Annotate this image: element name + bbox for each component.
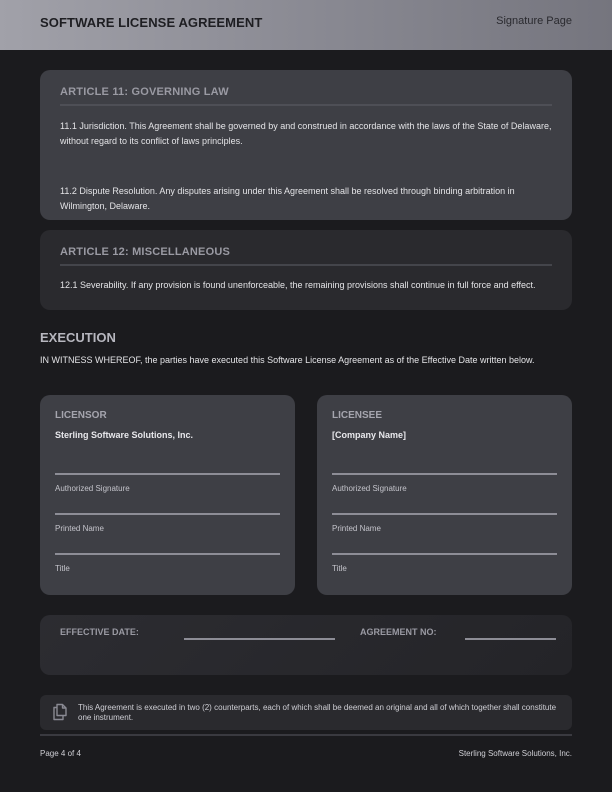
licensor-signature-block bbox=[40, 395, 295, 595]
counterparts-note bbox=[40, 695, 572, 730]
authorized-signature-line[interactable] bbox=[332, 473, 557, 475]
printed-name-line[interactable] bbox=[332, 513, 557, 515]
clause-12-1: 12.1 Severability. If any provision is found unenforceable, the remaining provisions shall continue in full force and effect. bbox=[60, 280, 536, 290]
article-divider bbox=[60, 104, 552, 106]
party-role: LICENSOR bbox=[55, 410, 107, 421]
authorized-signature-label: Authorized Signature bbox=[55, 484, 130, 493]
clause-11-2: 11.2 Dispute Resolution. Any disputes arising under this Agreement shall be resolved through binding arbitration in Wilmington, Delaware. bbox=[60, 186, 515, 211]
copy-documents-icon bbox=[52, 703, 68, 721]
licensee-signature-block bbox=[317, 395, 572, 595]
page-subtitle: Signature Page bbox=[496, 15, 572, 27]
footer-divider bbox=[40, 734, 572, 736]
page-header bbox=[0, 0, 612, 50]
authorized-signature-label: Authorized Signature bbox=[332, 484, 407, 493]
party-name: Sterling Software Solutions, Inc. bbox=[55, 430, 194, 440]
witness-statement: IN WITNESS WHEREOF, the parties have executed this Software License Agreement as of the Effective Date written below. bbox=[40, 355, 535, 365]
agreement-no-field[interactable] bbox=[465, 638, 556, 640]
party-role: LICENSEE bbox=[332, 410, 383, 421]
document-title: SOFTWARE LICENSE AGREEMENT bbox=[40, 15, 263, 30]
title-label: Title bbox=[332, 564, 347, 573]
article-11-card bbox=[40, 70, 572, 220]
effective-date-field[interactable] bbox=[184, 638, 335, 640]
footer-company: Sterling Software Solutions, Inc. bbox=[458, 749, 572, 758]
printed-name-line[interactable] bbox=[55, 513, 280, 515]
page-number: Page 4 of 4 bbox=[40, 749, 81, 758]
title-label: Title bbox=[55, 564, 70, 573]
article-title: ARTICLE 11: GOVERNING LAW bbox=[60, 86, 229, 98]
article-divider bbox=[60, 264, 552, 266]
party-name: [Company Name] bbox=[332, 430, 407, 440]
clause-11-1: 11.1 Jurisdiction. This Agreement shall be governed by and construed in accordance with the laws of the State of Delaware, without regard to its conflict of laws principles. bbox=[60, 121, 552, 146]
agreement-meta-card bbox=[40, 615, 572, 675]
title-line[interactable] bbox=[332, 553, 557, 555]
agreement-no-label: AGREEMENT NO: bbox=[360, 627, 437, 637]
printed-name-label: Printed Name bbox=[332, 524, 381, 533]
article-12-card bbox=[40, 230, 572, 310]
authorized-signature-line[interactable] bbox=[55, 473, 280, 475]
title-line[interactable] bbox=[55, 553, 280, 555]
effective-date-label: EFFECTIVE DATE: bbox=[60, 627, 139, 637]
execution-heading: EXECUTION bbox=[40, 330, 116, 345]
article-title: ARTICLE 12: MISCELLANEOUS bbox=[60, 246, 231, 258]
printed-name-label: Printed Name bbox=[55, 524, 104, 533]
note-text: This Agreement is executed in two (2) counterparts, each of which shall be deemed an original and all of which together shall constitute one instrument. bbox=[78, 703, 557, 722]
